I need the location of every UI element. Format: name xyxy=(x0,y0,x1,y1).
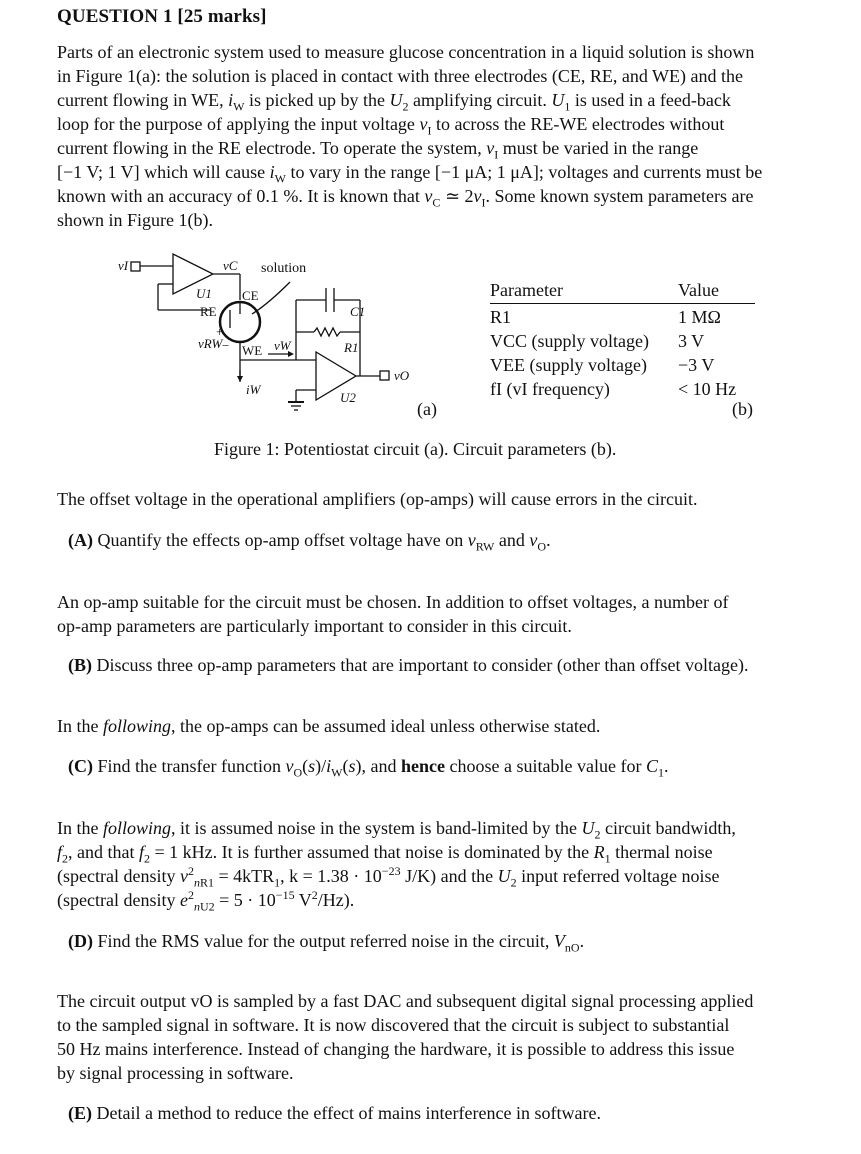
label-minus: − xyxy=(222,338,230,353)
table-row xyxy=(490,305,755,329)
output-terminal xyxy=(380,371,389,380)
parameter-table xyxy=(490,278,755,401)
table-row xyxy=(490,329,755,353)
label-re: RE xyxy=(200,304,217,319)
label-vo: vO xyxy=(394,368,410,383)
figure-label-a: (a) xyxy=(417,399,437,419)
figure-label-b: (b) xyxy=(732,399,753,419)
intro-line: loop for the purpose of applying the input voltage $v_I$ to across the RE-WE electrodes without xyxy=(57,114,725,138)
question-b: (B) Discuss three op-amp parameters that are important to consider (other than offset voltage). xyxy=(68,655,749,675)
table-header-row xyxy=(490,278,755,302)
dac-paragraph: The circuit output vO is sampled by a fast DAC and subsequent digital signal processing applied to the sampled signal in software. It is now discovered that the circuit is subject to substantial 50 Hz mains interference. Instead of changing the hardware, it is possible to address this issue by signal processing in software. xyxy=(57,991,754,1083)
iw-arrowhead xyxy=(237,376,243,382)
label-solution: solution xyxy=(261,261,307,276)
question-heading: QUESTION 1 [25 marks] xyxy=(57,6,267,27)
offset-paragraph: The offset voltage in the operational amplifiers (op-amps) will cause errors in the circuit. xyxy=(57,489,698,509)
question-c: (C) Find the transfer function $v_O(s)/i_W(s)$, and hence choose a suitable value for $C_1$. xyxy=(68,756,669,780)
intro-line: in Figure 1(a): the solution is placed in contact with three electrodes (CE, RE, and WE) and the xyxy=(57,66,743,86)
table-cell: fI (vI frequency) xyxy=(490,379,610,399)
question-a: (A) Quantify the effects op-amp offset voltage have on $v_{RW}$ and $v_O$. xyxy=(68,530,551,554)
intro-line: known with an accuracy of 0.1 %. It is known that $v_C$ ≃ $2v_I$. Some known system parameters are xyxy=(57,186,754,210)
table-cell: VEE (supply voltage) xyxy=(490,355,647,375)
table-cell: 3 V xyxy=(678,331,705,351)
table-cell: R1 xyxy=(490,307,512,327)
intro-line: current flowing in WE, $i_W$ is picked up by the $U_2$ amplifying circuit. $U_1$ is used in a feed-back xyxy=(57,90,731,114)
table-cell: VCC (supply voltage) xyxy=(490,331,649,351)
table-row xyxy=(490,377,755,401)
intro-line: current flowing in the RE electrode. To operate the system, $v_I$ must be varied in the range xyxy=(57,138,699,162)
table-cell: < 10 Hz xyxy=(678,379,737,399)
intro-line: Parts of an electronic system used to measure glucose concentration in a liquid solution is shown xyxy=(57,42,755,62)
label-vrw: vRW xyxy=(198,336,223,351)
label-vi: vI xyxy=(118,258,129,273)
table-header-cell: Parameter xyxy=(490,280,563,300)
intro-line: shown in Figure 1(b). xyxy=(57,210,213,230)
table-row xyxy=(490,353,755,377)
label-ce: CE xyxy=(242,288,259,303)
label-c1: C1 xyxy=(350,304,366,319)
question-e: (E) Detail a method to reduce the effect of mains interference in software. xyxy=(68,1103,601,1123)
intro-line: [−1 V; 1 V] which will cause $i_W$ to vary in the range [−1 μA; 1 μA]; voltages and currents must be xyxy=(57,162,763,186)
intro-paragraph xyxy=(57,40,822,232)
table-rule xyxy=(490,303,755,304)
label-r1: R1 xyxy=(344,340,359,355)
table-cell: −3 V xyxy=(678,355,715,375)
label-we: WE xyxy=(242,343,263,358)
potentiostat-circuit-diagram xyxy=(118,252,438,422)
input-terminal xyxy=(131,262,140,271)
label-vc: vC xyxy=(223,258,238,273)
figure-caption: Figure 1: Potentiostat circuit (a). Circuit parameters (b). xyxy=(214,439,617,459)
label-plus: + xyxy=(216,324,224,339)
label-u1: U1 xyxy=(196,286,212,301)
ideal-paragraph: In the following, the op-amps can be assumed ideal unless otherwise stated. xyxy=(57,716,601,736)
table-cell: 1 MΩ xyxy=(678,307,721,327)
label-u2: U2 xyxy=(340,390,356,405)
noise-paragraph: In the following, it is assumed noise in the system is band-limited by the $U_2$ circuit bandwidth, $f_2$, and that $f_2 = 1$ kHz. It is further assumed that noise is dominated by the $R_1$ thermal noise (spectral density $v^2_{nR1} = 4kTR_1$, $k = 1.38 \cdot 10^{-23}$ J/K) and the $U_2$ input referred voltage noise (spectral density $e^2_{nU2} = 5 \cdot 10^{-15}$ $V^2/Hz$). xyxy=(57,818,736,914)
resistor-r1-symbol xyxy=(314,328,340,336)
question-d: (D) Find the RMS value for the output referred noise in the circuit, $V_{nO}$. xyxy=(68,931,585,955)
table-header-cell: Value xyxy=(678,280,719,300)
label-vw: vW xyxy=(274,338,291,353)
label-iw: iW xyxy=(246,382,261,397)
opamp-paragraph: An op-amp suitable for the circuit must be chosen. In addition to offset voltages, a number of op-amp parameters are particularly important to consider in this circuit. xyxy=(57,592,729,636)
